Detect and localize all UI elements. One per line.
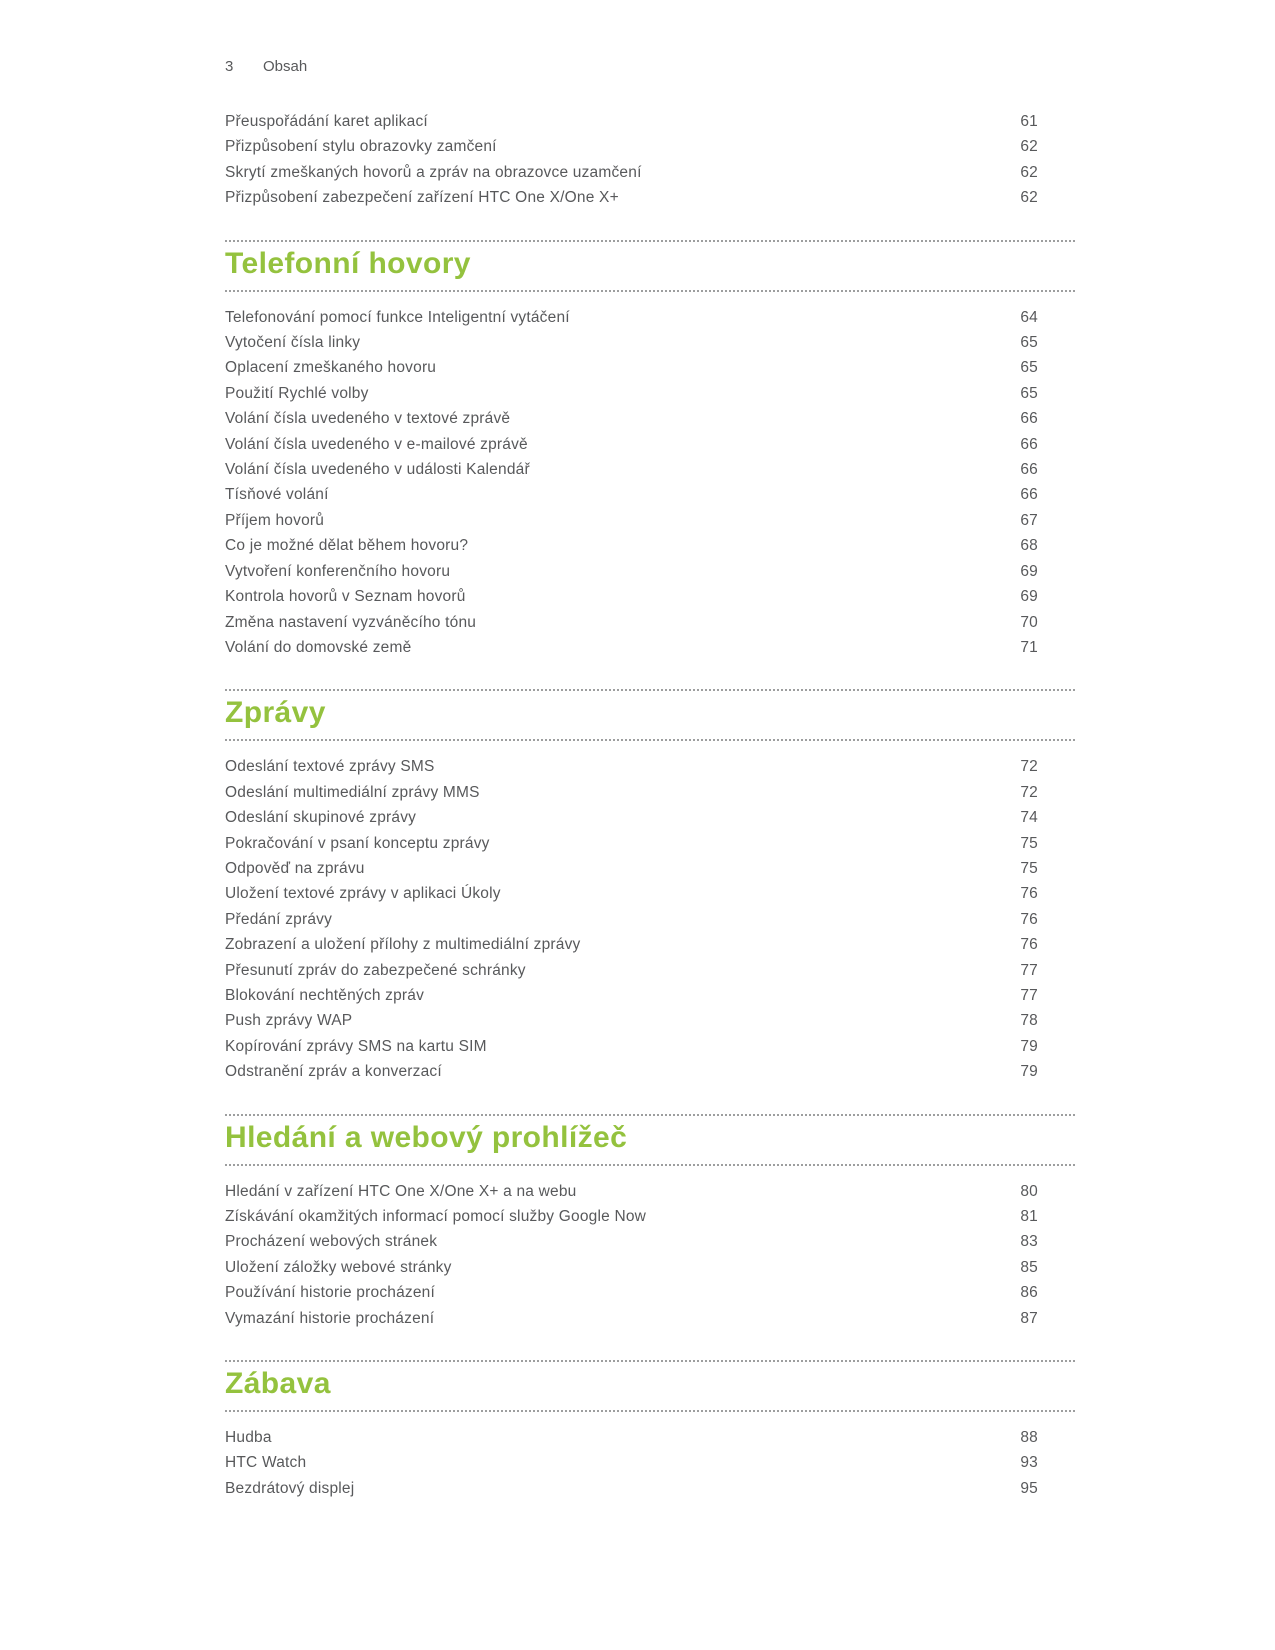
toc-entry-label: Vytočení čísla linky (225, 334, 361, 352)
toc-entry-label: Odstranění zpráv a konverzací (225, 1063, 442, 1081)
toc-entry-label: Přizpůsobení stylu obrazovky zamčení (225, 138, 497, 156)
toc-entry (225, 983, 1075, 1008)
toc-entry (225, 160, 1075, 185)
toc-entry-page: 76 (1020, 885, 1038, 903)
toc-entry (225, 330, 1075, 355)
toc-entry (225, 1255, 1075, 1280)
toc-entry-label: Vytvoření konferenčního hovoru (225, 562, 451, 580)
toc-entry-label: Procházení webových stránek (225, 1233, 438, 1251)
toc-entry (225, 559, 1075, 584)
toc-entry-label: Odpověď na zprávu (225, 859, 365, 877)
toc-entry (225, 1034, 1075, 1059)
toc-entry-label: Změna nastavení vyzváněcího tónu (225, 613, 477, 631)
toc-entry (225, 780, 1075, 805)
toc-entry (225, 584, 1075, 609)
toc-entry-label: Přizpůsobení zabezpečení zařízení HTC One X/One X+ (225, 189, 619, 207)
toc-entry (225, 881, 1075, 906)
toc-entry-page: 65 (1020, 359, 1038, 377)
toc-entry-label: Volání do domovské země (225, 638, 412, 656)
section-title: Hledání a webový prohlížeč (225, 1120, 628, 1154)
toc-entry-label: Hledání v zařízení HTC One X/One X+ a na webu (225, 1182, 577, 1200)
toc-entry (225, 1476, 1075, 1501)
toc-entry-label: Zobrazení a uložení přílohy z multimediální zprávy (225, 936, 581, 954)
toc-entry (225, 185, 1075, 210)
toc-entry (225, 1204, 1075, 1229)
toc-entry (225, 1280, 1075, 1305)
toc-entry-page: 72 (1020, 783, 1038, 801)
toc-entry-label: Push zprávy WAP (225, 1012, 353, 1030)
toc-entry (225, 1306, 1075, 1331)
toc-entry (225, 1425, 1075, 1450)
toc-entry-page: 74 (1020, 809, 1038, 827)
toc-entry-page: 72 (1020, 758, 1038, 776)
toc-entry-label: Volání čísla uvedeného v události Kalendář (225, 461, 530, 479)
toc-entry-page: 70 (1020, 613, 1038, 631)
toc-entry-page: 93 (1020, 1454, 1038, 1472)
toc-entry (225, 406, 1075, 431)
toc-entry-label: Hudba (225, 1429, 272, 1447)
toc-entry-label: Kontrola hovorů v Seznam hovorů (225, 588, 466, 606)
toc-entry (225, 805, 1075, 830)
toc-entry-label: Uložení textové zprávy v aplikaci Úkoly (225, 885, 501, 903)
toc-entry-label: Vymazání historie procházení (225, 1309, 435, 1327)
toc-entry (225, 932, 1075, 957)
toc-entry (225, 482, 1075, 507)
toc-entry-label: Kopírování zprávy SMS na kartu SIM (225, 1037, 487, 1055)
section-title: Zprávy (225, 696, 326, 730)
toc-entry-page: 62 (1020, 163, 1038, 181)
toc-entry-page: 66 (1020, 410, 1038, 428)
toc-entry-page: 80 (1020, 1182, 1038, 1200)
toc-entry (225, 1450, 1075, 1475)
toc-entry-page: 61 (1020, 113, 1038, 130)
toc-list (225, 1425, 1075, 1501)
toc-entry-label: Uložení záložky webové stránky (225, 1258, 452, 1276)
toc-entry-label: Tísňové volání (225, 486, 329, 504)
toc-entry-page: 62 (1020, 189, 1038, 207)
toc-entry-page: 68 (1020, 537, 1038, 555)
toc-entry (225, 856, 1075, 881)
toc-entry-page: 87 (1020, 1309, 1038, 1327)
toc-entry (225, 635, 1075, 660)
toc-entry-label: HTC Watch (225, 1454, 307, 1472)
toc-entry-label: Odeslání skupinové zprávy (225, 809, 417, 827)
toc-entry-page: 95 (1020, 1479, 1038, 1497)
toc-entry-page: 77 (1020, 961, 1038, 979)
toc-entry (225, 958, 1075, 983)
toc-entry-label: Skrytí zmeškaných hovorů a zpráv na obrazovce uzamčení (225, 163, 642, 181)
toc-entry-page: 77 (1020, 986, 1038, 1004)
table-of-contents (225, 109, 1075, 1501)
toc-entry-page: 65 (1020, 334, 1038, 352)
toc-entry-label: Příjem hovorů (225, 511, 325, 529)
toc-entry (225, 1059, 1075, 1084)
toc-entry-label: Přeuspořádání karet aplikací (225, 113, 428, 130)
toc-list (225, 305, 1075, 661)
toc-entry-page: 75 (1020, 834, 1038, 852)
toc-entry (225, 508, 1075, 533)
toc-entry (225, 457, 1075, 482)
section-heading (225, 689, 1075, 741)
toc-entry-page: 86 (1020, 1284, 1038, 1302)
toc-entry-page: 85 (1020, 1258, 1038, 1276)
toc-entry-label: Telefonování pomocí funkce Inteligentní vytáčení (225, 308, 570, 326)
toc-entry-page: 66 (1020, 486, 1038, 504)
toc-entry (225, 533, 1075, 558)
toc-entry-page: 65 (1020, 384, 1038, 402)
toc-entry-label: Získávání okamžitých informací pomocí služby Google Now (225, 1208, 647, 1225)
toc-entry (225, 355, 1075, 380)
toc-entry (225, 610, 1075, 635)
toc-entry-label: Odeslání multimediální zprávy MMS (225, 783, 480, 801)
toc-entry-page: 64 (1020, 308, 1038, 326)
toc-entry (225, 381, 1075, 406)
toc-entry-page: 75 (1020, 859, 1038, 877)
section-title: Telefonní hovory (225, 246, 471, 280)
page-number: 3 (225, 58, 234, 75)
document-page (225, 58, 1075, 1501)
toc-entry (225, 432, 1075, 457)
toc-entry-label: Blokování nechtěných zpráv (225, 986, 425, 1004)
toc-entry-page: 67 (1020, 511, 1038, 529)
toc-entry (225, 831, 1075, 856)
section-heading (225, 240, 1075, 292)
section-heading (225, 1114, 1075, 1166)
toc-entry-page: 69 (1020, 562, 1038, 580)
section-heading (225, 1360, 1075, 1412)
toc-entry-page: 62 (1020, 138, 1038, 156)
toc-entry-label: Volání čísla uvedeného v textové zprávě (225, 410, 511, 428)
toc-entry-label: Volání čísla uvedeného v e-mailové zprávě (225, 435, 528, 453)
toc-entry-page: 76 (1020, 910, 1038, 928)
page-title: Obsah (263, 58, 308, 75)
toc-entry-label: Co je možné dělat během hovoru? (225, 537, 469, 555)
page-header (225, 58, 1075, 75)
toc-entry-label: Pokračování v psaní konceptu zprávy (225, 834, 490, 852)
toc-entry (225, 1229, 1075, 1254)
toc-entry-page: 81 (1020, 1208, 1038, 1225)
toc-entry (225, 907, 1075, 932)
toc-entry-page: 69 (1020, 588, 1038, 606)
toc-entry-label: Oplacení zmeškaného hovoru (225, 359, 437, 377)
toc-entry-page: 79 (1020, 1037, 1038, 1055)
toc-entry (225, 1179, 1075, 1204)
toc-entry (225, 109, 1075, 134)
toc-entry-label: Použití Rychlé volby (225, 384, 369, 402)
toc-entry-page: 88 (1020, 1429, 1038, 1447)
toc-list (225, 754, 1075, 1084)
toc-entry-page: 71 (1020, 638, 1038, 656)
toc-list (225, 109, 1075, 211)
toc-entry (225, 754, 1075, 779)
toc-entry (225, 305, 1075, 330)
toc-entry-label: Bezdrátový displej (225, 1479, 355, 1497)
toc-entry-label: Přesunutí zpráv do zabezpečené schránky (225, 961, 526, 979)
toc-entry-page: 83 (1020, 1233, 1038, 1251)
toc-entry-label: Předání zprávy (225, 910, 333, 928)
toc-entry-page: 76 (1020, 936, 1038, 954)
toc-entry-page: 66 (1020, 461, 1038, 479)
toc-entry (225, 1008, 1075, 1033)
toc-entry-page: 66 (1020, 435, 1038, 453)
toc-entry-label: Používání historie procházení (225, 1284, 436, 1302)
section-title: Zábava (225, 1367, 331, 1401)
toc-entry-page: 79 (1020, 1063, 1038, 1081)
toc-entry-label: Odeslání textové zprávy SMS (225, 758, 435, 776)
toc-entry-page: 78 (1020, 1012, 1038, 1030)
toc-entry (225, 134, 1075, 159)
toc-list (225, 1179, 1075, 1331)
